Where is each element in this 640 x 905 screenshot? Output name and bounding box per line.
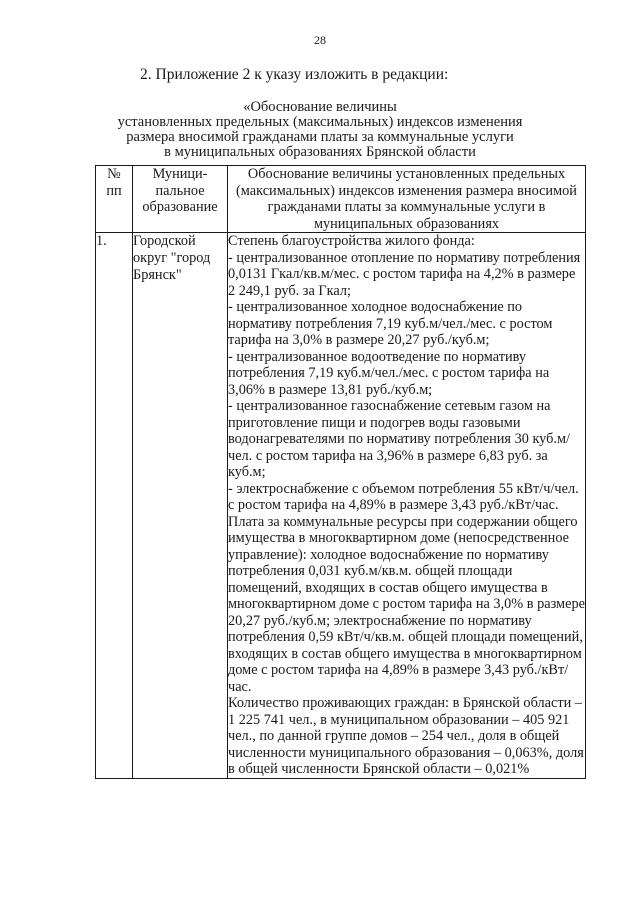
title-line: размера вносимой гражданами платы за коммунальные услуги	[126, 129, 514, 145]
row-municipality: Городской округ "город Брянск"	[133, 233, 228, 779]
title-line: установленных предельных (максимальных) индексов изменения	[117, 114, 523, 130]
paragraph: Плата за коммунальные ресурсы при содержании общего имущества в многоквартирном доме (непосредственное управление): холодное водоснабжение по нормативу потребления 0,031 куб.м/кв.м. общей площади помещений, входящих в состав общего имущества в многоквартирном доме с ростом тарифа на 3,0% в размере 20,27 руб./куб.м; электроснабжение по нормативу потребления 0,59 кВт/ч/кв.м. общей площади помещений, входящих в состав общего имущества в многоквартирном доме с ростом тарифа на 4,89% в размере 3,43 руб./кВт/час.	[228, 513, 585, 695]
header-municipality: Муници- пальное образование	[133, 166, 228, 233]
paragraph: - централизованное газоснабжение сетевым газом на приготовление пищи и подогрев воды газовыми водонагревателями по нормативу потребления 30 куб.м/чел. с ростом тарифа на 3,96% в размере 6,83 руб. за куб.м;	[228, 398, 571, 481]
paragraph: - централизованное водоотведение по нормативу потребления 7,19 куб.м/чел./мес. с ростом тарифа на 3,06% в размере 13,81 руб./куб.м;	[228, 348, 550, 398]
paragraph: - электроснабжение с объемом потребления 55 кВт/ч/чел. с ростом тарифа на 4,89% в размере 3,43 руб./кВт/час.	[228, 480, 579, 514]
paragraph: - централизованное отопление по нормативу потребления 0,0131 Гкал/кв.м/мес. с ростом тарифа на 4,2% в размере 2 249,1 руб. за Гкал;	[228, 249, 581, 299]
header-justification: Обоснование величины установленных предельных (максимальных) индексов изменения размера вносимой гражданами платы за коммунальные услуги в муниципальных образованиях	[228, 166, 586, 233]
row-num: 1.	[96, 233, 133, 779]
paragraph: Количество проживающих граждан: в Брянской области – 1 225 741 чел., в муниципальном образовании – 405 921 чел., по данной группе домов – 254 чел., доля в общей численности муниципального образования – 0,063%, доля в общей численности Брянской области – 0,021%	[228, 695, 584, 778]
title-line: в муниципальных образованиях Брянской области	[164, 144, 476, 160]
document-title	[0, 100, 640, 160]
intro-text: 2. Приложение 2 к указу изложить в редакции:	[140, 66, 449, 83]
paragraph: Степень благоустройства жилого фонда:	[228, 233, 475, 250]
table-header-row	[96, 166, 586, 233]
justification-table	[95, 165, 586, 779]
paragraph: - централизованное холодное водоснабжение по нормативу потребления 7,19 куб.м/чел./мес. с ростом тарифа на 3,0% в размере 20,27 руб./куб.м;	[228, 299, 553, 349]
row-justification	[228, 233, 586, 779]
page-number: 28	[314, 33, 326, 47]
table-row	[96, 233, 586, 779]
header-num: № пп	[96, 166, 133, 233]
title-line: «Обоснование величины	[243, 99, 397, 115]
